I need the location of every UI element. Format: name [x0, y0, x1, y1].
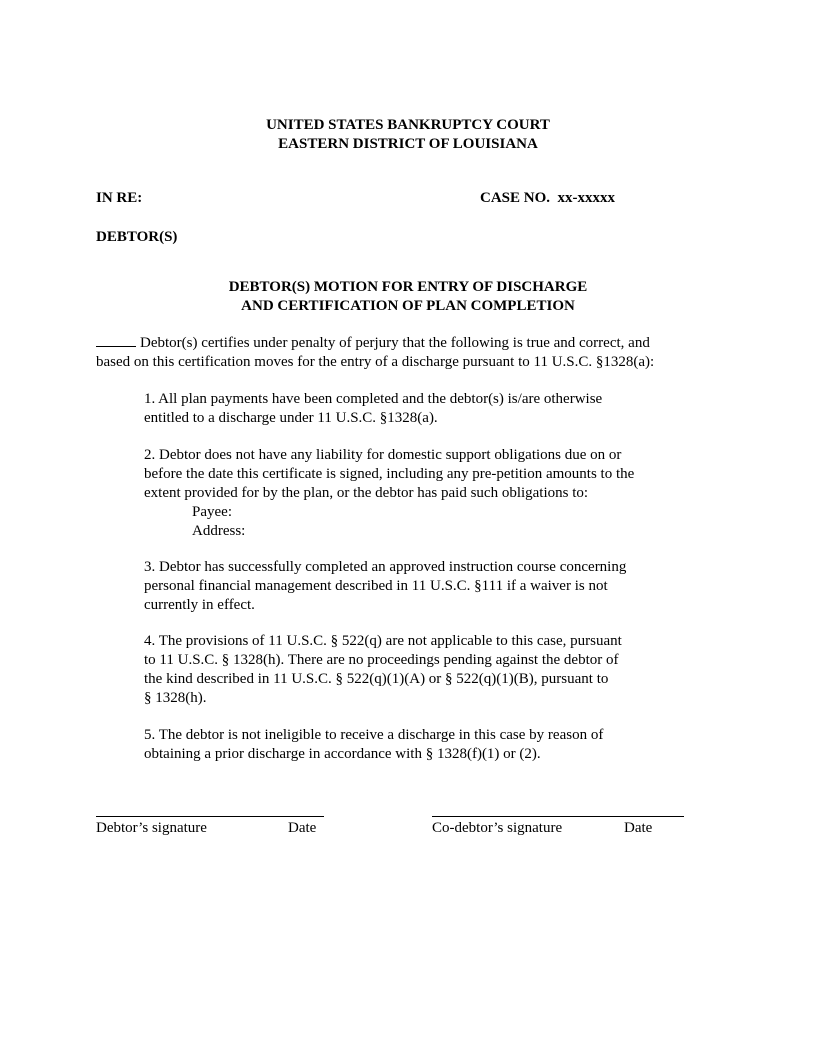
item-4-line-1: 4. The provisions of 11 U.S.C. § 522(q) are not applicable to this case, pursuant [144, 633, 622, 649]
court-district: EASTERN DISTRICT OF LOUISIANA [278, 136, 538, 152]
codebtor-signature-line[interactable] [432, 816, 684, 817]
certification-item-2 [144, 446, 684, 541]
debtor-signature-label: Debtor’s signature [96, 820, 207, 836]
item-4-line-3: the kind described in 11 U.S.C. § 522(q)(1)(A) or § 522(q)(1)(B), pursuant to [144, 671, 609, 687]
initial-blank [96, 334, 136, 347]
court-name: UNITED STATES BANKRUPTCY COURT [266, 117, 550, 133]
payee-label: Payee: [192, 504, 232, 520]
item-3-line-2: personal financial management described in 11 U.S.C. §111 if a waiver is not [144, 578, 608, 594]
motion-title-line2: AND CERTIFICATION OF PLAN COMPLETION [241, 298, 575, 314]
debtor-date-label: Date [288, 820, 317, 836]
item-2-line-3: extent provided for by the plan, or the debtor has paid such obligations to: [144, 485, 589, 501]
debtor-signature-line[interactable] [96, 816, 324, 817]
intro-line-1 [96, 334, 696, 353]
motion-title-line1: DEBTOR(S) MOTION FOR ENTRY OF DISCHARGE [228, 279, 588, 295]
certification-item-5 [144, 726, 684, 764]
in-re-label: IN RE: [96, 190, 143, 206]
item-3-line-1: 3. Debtor has successfully completed an approved instruction course concerning [144, 559, 627, 575]
codebtor-date-label: Date [624, 820, 653, 836]
address-label: Address: [192, 523, 246, 539]
item-4-line-4: § 1328(h). [144, 690, 207, 706]
case-no-value: xx-xxxxx [557, 190, 616, 206]
item-5-line-1: 5. The debtor is not ineligible to receive a discharge in this case by reason of [144, 727, 604, 743]
item-5-line-2: obtaining a prior discharge in accordance with § 1328(f)(1) or (2). [144, 746, 541, 762]
item-1-line-1: 1. All plan payments have been completed and the debtor(s) is/are otherwise [144, 391, 603, 407]
certification-item-3 [144, 558, 684, 615]
item-1-line-2: entitled to a discharge under 11 U.S.C. §1328(a). [144, 410, 438, 426]
case-number [480, 189, 615, 208]
debtor-label: DEBTOR(S) [96, 229, 178, 245]
item-2-line-1: 2. Debtor does not have any liability for domestic support obligations due on or [144, 447, 622, 463]
item-4-line-2: to 11 U.S.C. § 1328(h). There are no proceedings pending against the debtor of [144, 652, 619, 668]
certification-item-4 [144, 632, 684, 708]
intro-paragraph [96, 334, 696, 372]
item-3-line-3: currently in effect. [144, 597, 255, 613]
codebtor-signature-label: Co-debtor’s signature [432, 820, 563, 836]
case-no-label: CASE NO. [480, 190, 551, 206]
intro-line-2: based on this certification moves for the entry of a discharge pursuant to 11 U.S.C. §1328(a): [96, 354, 655, 370]
intro-text-1: Debtor(s) certifies under penalty of perjury that the following is true and correct, and [140, 335, 650, 351]
certification-item-1 [144, 390, 684, 428]
item-2-line-2: before the date this certificate is signed, including any pre-petition amounts to the [144, 466, 635, 482]
